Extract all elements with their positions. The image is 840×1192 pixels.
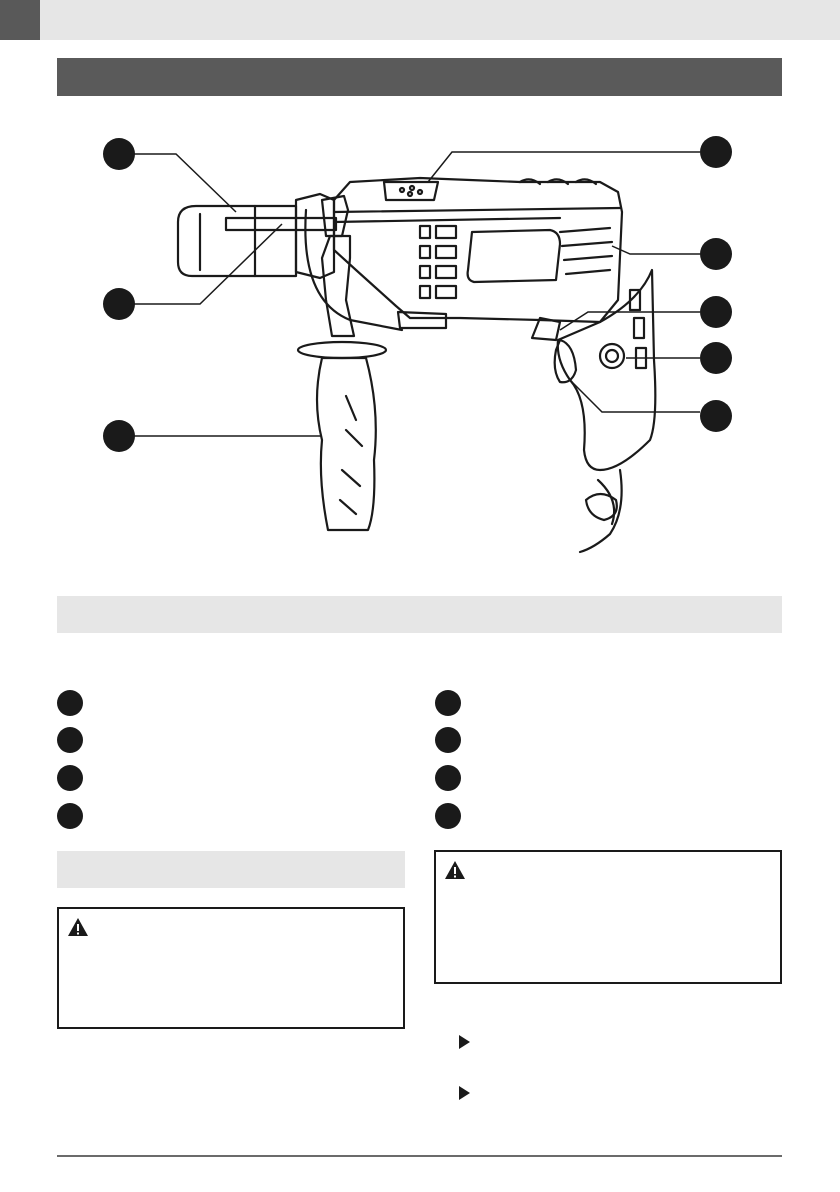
side-handle-guard [298,342,386,358]
page-tab-marker [0,0,40,40]
callout-marker [103,138,135,170]
top-bar [0,0,840,40]
cord-guard [586,494,617,520]
warning-triangle-icon [67,917,89,937]
footer-rule [57,1155,782,1157]
callout-marker [700,238,732,270]
bullet-arrow-icon [459,1035,470,1049]
parts-list-marker [435,803,461,829]
callout-marker [103,420,135,452]
warning-triangle-icon [444,860,466,880]
parts-list-marker [57,690,83,716]
lock-on-button [600,344,624,368]
callout-marker [700,342,732,374]
callout-marker [700,400,732,432]
side-label-panel [468,230,560,282]
drill-body [334,178,622,322]
overview-section-header [57,58,782,96]
mode-selector [384,182,438,200]
bullet-arrow-icon [459,1086,470,1100]
warning-box-right [434,850,782,984]
warning-box-left [57,907,405,1029]
parts-list-marker [57,765,83,791]
hammer-drill-figure [0,100,840,580]
callout-marker [103,288,135,320]
parts-list-marker [435,727,461,753]
callout-marker [700,296,732,328]
callout-marker [700,136,732,168]
parts-list-marker [435,765,461,791]
speed-dial [555,340,576,382]
operation-section-header [57,851,405,888]
drill-chuck [178,206,296,276]
parts-list-marker [435,690,461,716]
parts-list-marker [57,803,83,829]
parts-list-marker [57,727,83,753]
parts-list-section-header [57,596,782,633]
